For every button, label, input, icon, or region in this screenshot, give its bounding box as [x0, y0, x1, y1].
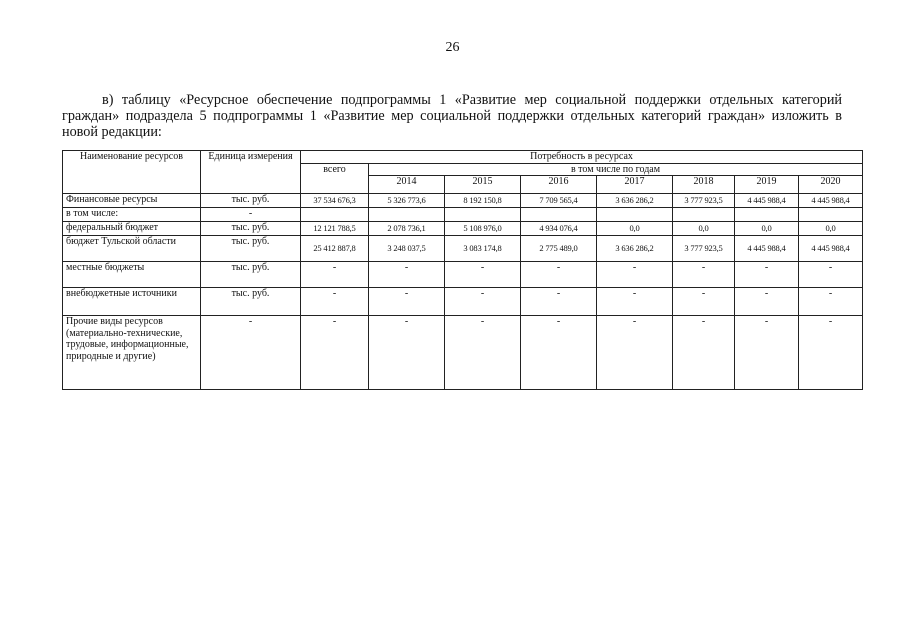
- row-unit: -: [201, 208, 301, 222]
- header-resource-name: Наименование ресурсов: [63, 151, 201, 194]
- row-value: -: [521, 288, 597, 316]
- header-year: 2018: [673, 176, 735, 194]
- row-value: -: [673, 316, 735, 390]
- row-unit: тыс. руб.: [201, 236, 301, 262]
- row-value: 3 083 174,8: [445, 236, 521, 262]
- row-unit: тыс. руб.: [201, 288, 301, 316]
- table-row: [63, 222, 863, 236]
- table-row: [63, 208, 863, 222]
- row-value: -: [735, 316, 799, 390]
- intro-paragraph: в) таблицу «Ресурсное обеспечение подпрограммы 1 «Развитие мер социальной поддержки отдельных категорий граждан» подраздела 5 подпрограммы 1 «Развитие мер социальной поддержки отдельных категорий граждан» изложить в новой редакции:: [62, 92, 842, 140]
- row-value: -: [673, 288, 735, 316]
- row-value: -: [521, 316, 597, 390]
- row-unit: тыс. руб.: [201, 262, 301, 288]
- table-row: [63, 316, 863, 390]
- header-by-years: в том числе по годам: [369, 163, 863, 176]
- row-value: [597, 208, 673, 222]
- row-value: -: [597, 316, 673, 390]
- row-value: 5 326 773,6: [369, 194, 445, 208]
- row-total: 12 121 788,5: [301, 222, 369, 236]
- row-name: в том числе:: [63, 208, 201, 222]
- row-total: 37 534 676,3: [301, 194, 369, 208]
- table-row: [63, 262, 863, 288]
- row-value: 4 445 988,4: [799, 194, 863, 208]
- table-row: [63, 236, 863, 262]
- row-name: Финансовые ресурсы: [63, 194, 201, 208]
- row-total: [301, 208, 369, 222]
- row-value: 0,0: [673, 222, 735, 236]
- table-row: [63, 288, 863, 316]
- row-name: федеральный бюджет: [63, 222, 201, 236]
- row-value: 5 108 976,0: [445, 222, 521, 236]
- row-value: -: [445, 262, 521, 288]
- header-year: 2016: [521, 176, 597, 194]
- row-value: -: [799, 262, 863, 288]
- row-total: -: [301, 262, 369, 288]
- row-unit: тыс. руб.: [201, 222, 301, 236]
- row-value: 0,0: [597, 222, 673, 236]
- row-value: 3 777 923,5: [673, 194, 735, 208]
- row-value: [521, 208, 597, 222]
- row-total: -: [301, 316, 369, 390]
- row-value: 4 934 076,4: [521, 222, 597, 236]
- row-total: -: [301, 288, 369, 316]
- header-need: Потребность в ресурсах: [301, 151, 863, 164]
- row-value: -: [735, 262, 799, 288]
- row-value: -: [521, 262, 597, 288]
- row-value: 4 445 988,4: [735, 194, 799, 208]
- row-value: -: [369, 316, 445, 390]
- row-value: 3 248 037,5: [369, 236, 445, 262]
- header-year: 2014: [369, 176, 445, 194]
- row-unit: тыс. руб.: [201, 194, 301, 208]
- row-value: -: [445, 316, 521, 390]
- row-value: -: [369, 262, 445, 288]
- row-value: [735, 208, 799, 222]
- row-value: 7 709 565,4: [521, 194, 597, 208]
- row-total: 25 412 887,8: [301, 236, 369, 262]
- row-value: 2 078 736,1: [369, 222, 445, 236]
- row-value: 4 445 988,4: [735, 236, 799, 262]
- row-value: 2 775 489,0: [521, 236, 597, 262]
- row-value: [799, 208, 863, 222]
- header-unit: Единица измерения: [201, 151, 301, 194]
- resource-table: [62, 150, 863, 390]
- table-row: [63, 194, 863, 208]
- row-value: 3 636 286,2: [597, 236, 673, 262]
- row-name: внебюджетные источники: [63, 288, 201, 316]
- row-value: -: [597, 288, 673, 316]
- row-name: Прочие виды ресурсов (материально-технические, трудовые, информационные, природные и другие): [63, 316, 201, 390]
- row-value: 8 192 150,8: [445, 194, 521, 208]
- page-number: 26: [445, 40, 460, 55]
- row-value: -: [735, 288, 799, 316]
- header-total: всего: [301, 163, 369, 194]
- row-value: -: [369, 288, 445, 316]
- row-value: 4 445 988,4: [799, 236, 863, 262]
- row-value: -: [597, 262, 673, 288]
- row-name: бюджет Тульской области: [63, 236, 201, 262]
- row-value: 0,0: [799, 222, 863, 236]
- row-name: местные бюджеты: [63, 262, 201, 288]
- header-year: 2017: [597, 176, 673, 194]
- header-year: 2015: [445, 176, 521, 194]
- row-value: 0,0: [735, 222, 799, 236]
- row-value: [445, 208, 521, 222]
- row-value: [673, 208, 735, 222]
- header-year: 2020: [799, 176, 863, 194]
- row-value: -: [673, 262, 735, 288]
- row-value: [369, 208, 445, 222]
- row-unit: -: [201, 316, 301, 390]
- header-year: 2019: [735, 176, 799, 194]
- row-value: -: [799, 288, 863, 316]
- row-value: 3 777 923,5: [673, 236, 735, 262]
- row-value: 3 636 286,2: [597, 194, 673, 208]
- row-value: -: [799, 316, 863, 390]
- row-value: -: [445, 288, 521, 316]
